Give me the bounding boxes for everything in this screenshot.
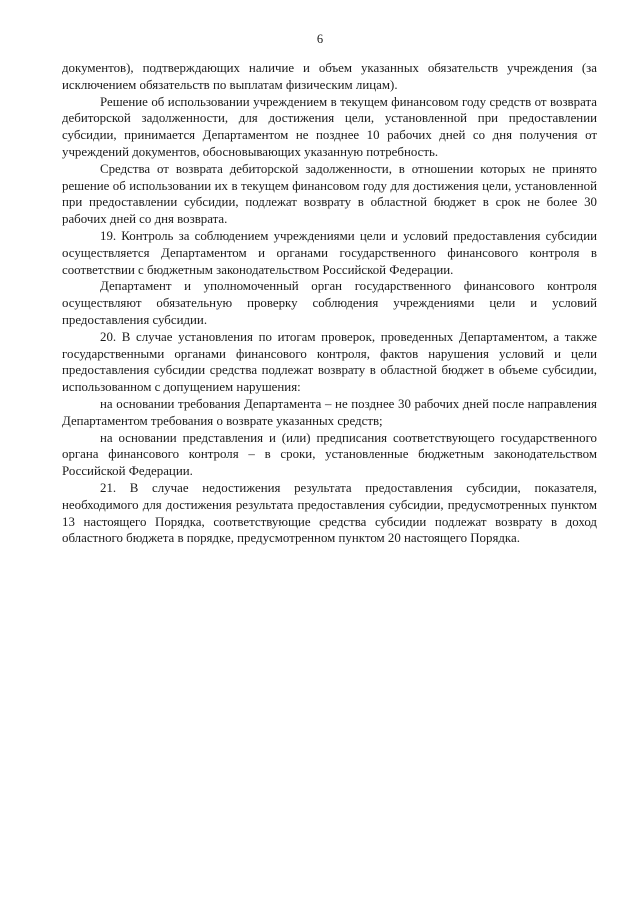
page-number: 6: [316, 32, 324, 46]
paragraph-receivables-decision: Решение об использовании учреждением в текущем финансовом году средств от возврата дебиторской задолженности, для достижения цели, установленной при предоставлении субсидии, принимается Департаментом не позднее 10 рабочих дней со дня получения от учреждений документов, обосновывающих указанную потребность.: [62, 94, 597, 159]
document-body: [62, 60, 597, 547]
paragraph-receivables-return: Средства от возврата дебиторской задолженности, в отношении которых не принято решение об использовании их в текущем финансовом году для достижения цели, установленной при предоставлении субсидии, подлежат возврату в областной бюджет в срок не более 30 рабочих дней со дня возврата.: [62, 161, 597, 227]
paragraph-continuation: документов), подтверждающих наличие и объем указанных обязательств учреждения (за исключением обязательств по выплатам физическим лицам).: [62, 61, 597, 92]
paragraph-20-violations: 20. В случае установления по итогам проверок, проведенных Департаментом, а также государственными органами финансового контроля, фактов нарушения условий и цели предоставления субсидии средства подлежат возврату в областной бюджет в объеме субсидии, использованном с допущением нарушения:: [62, 329, 597, 395]
paragraph-mandatory-check: Департамент и уполномоченный орган государственного финансового контроля осуществляют обязательную проверку соблюдения учреждениями цели и условий предоставления субсидии.: [62, 279, 597, 327]
paragraph-21-result-not-achieved: 21. В случае недостижения результата предоставления субсидии, показателя, необходимого для достижения результата предоставления субсидии, предусмотренных пунктом 13 настоящего Порядка, соответствующие средства субсидии подлежат возврату в доход областного бюджета в порядке, предусмотренном пунктом 20 настоящего Порядка.: [62, 480, 597, 546]
paragraph-19-control: 19. Контроль за соблюдением учреждениями цели и условий предоставления субсидии осуществляется Департаментом и органами государственного финансового контроля в соответствии с бюджетным законодательством Российской Федерации.: [62, 228, 597, 277]
paragraph-control-body-order: на основании представления и (или) предписания соответствующего государственного органа финансового контроля – в сроки, установленные бюджетным законодательством Российской Федерации.: [62, 430, 597, 479]
paragraph-department-requirement: на основании требования Департамента – не позднее 30 рабочих дней после направления Департаментом требования о возврате указанных средств;: [62, 396, 597, 428]
